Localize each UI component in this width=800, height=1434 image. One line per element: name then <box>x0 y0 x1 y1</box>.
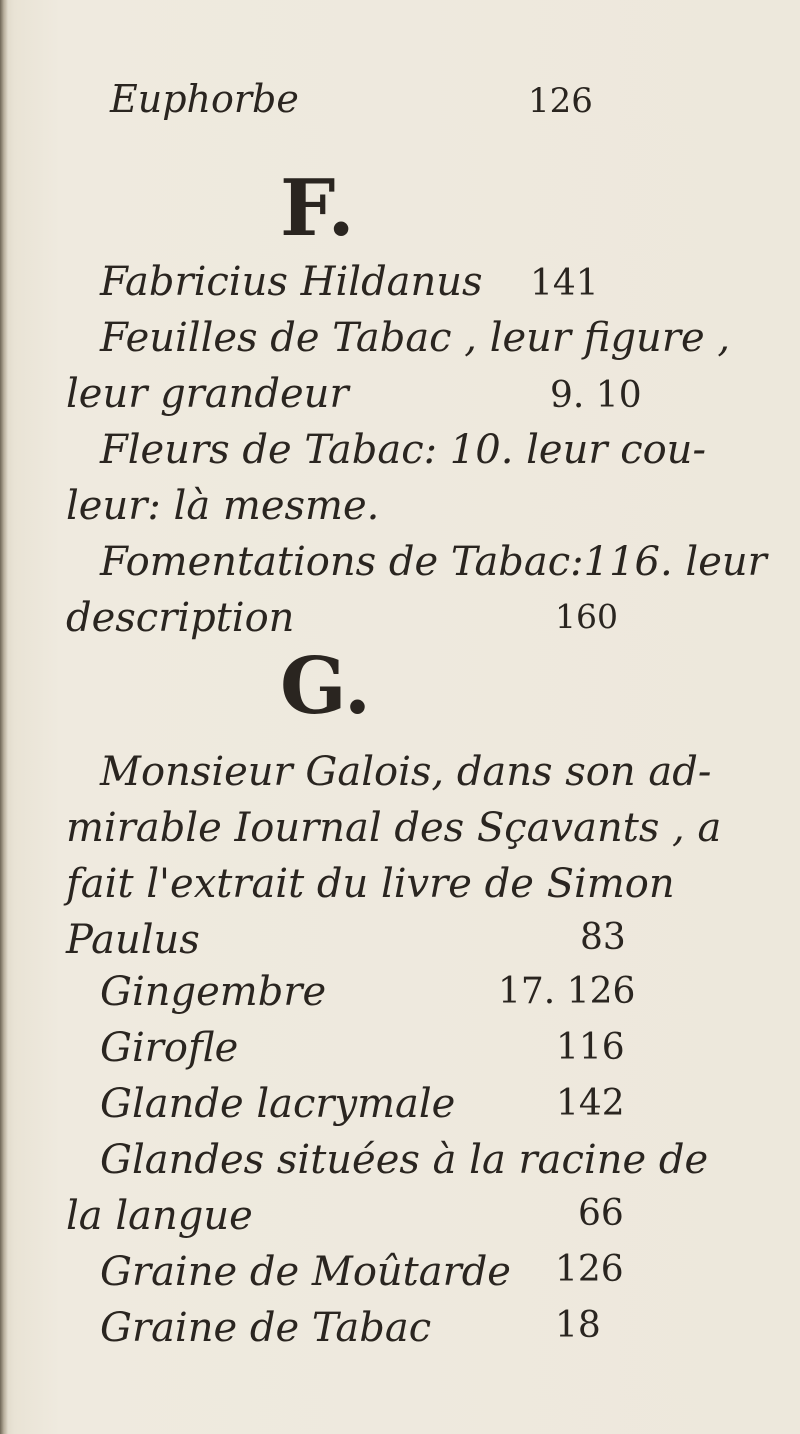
section-letter-g: G. <box>280 641 371 732</box>
page-binding-edge <box>0 0 8 1434</box>
entry-fomentations-line2: description <box>66 595 295 641</box>
entry-graine-moutarde-page: 126 <box>555 1249 624 1290</box>
entry-glandes-line2: la langue <box>66 1193 253 1239</box>
entry-fleurs-line1: Fleurs de Tabac: 10. leur cou- <box>100 427 706 473</box>
entry-fomentations-page: 160 <box>555 597 618 636</box>
entry-monsieur-line3: fait l'extrait du livre de Simon <box>66 861 675 907</box>
entry-monsieur-line4: Paulus <box>66 917 200 963</box>
entry-fleurs-line2: leur: là mesme. <box>66 483 380 529</box>
entry-feuilles-line1: Feuilles de Tabac , leur figure , <box>100 315 731 361</box>
entry-fabricius-page: 141 <box>530 263 599 304</box>
entry-glande-lacrymale: Glande lacrymale <box>100 1081 456 1127</box>
entry-gingembre-page: 17. 126 <box>498 971 636 1012</box>
entry-fomentations-line1: Fomentations de Tabac:116. leur <box>100 539 767 585</box>
entry-gingembre: Gingembre <box>100 969 327 1015</box>
running-title: Euphorbe <box>110 77 299 121</box>
entry-girofle: Girofle <box>100 1025 239 1071</box>
section-letter-f: F. <box>280 163 355 254</box>
entry-graine-tabac: Graine de Tabac <box>100 1305 432 1351</box>
entry-monsieur-page: 83 <box>580 917 626 958</box>
entry-graine-tabac-page: 18 <box>555 1305 601 1346</box>
entry-graine-moutarde: Graine de Moûtarde <box>100 1249 511 1295</box>
entry-monsieur-line1: Monsieur Galois, dans son ad- <box>100 749 712 795</box>
page-number: 126 <box>528 81 593 121</box>
entry-glande-lacrymale-page: 142 <box>556 1083 625 1124</box>
entry-girofle-page: 116 <box>556 1027 625 1068</box>
entry-glandes-line1: Glandes situées à la racine de <box>100 1137 709 1183</box>
entry-glandes-page: 66 <box>578 1193 624 1234</box>
entry-monsieur-line2: mirable Iournal des Sçavants , a <box>66 805 722 851</box>
entry-fabricius: Fabricius Hildanus <box>100 259 483 305</box>
entry-feuilles-line2: leur grandeur <box>66 371 349 417</box>
entry-feuilles-page: 9. 10 <box>550 375 642 416</box>
